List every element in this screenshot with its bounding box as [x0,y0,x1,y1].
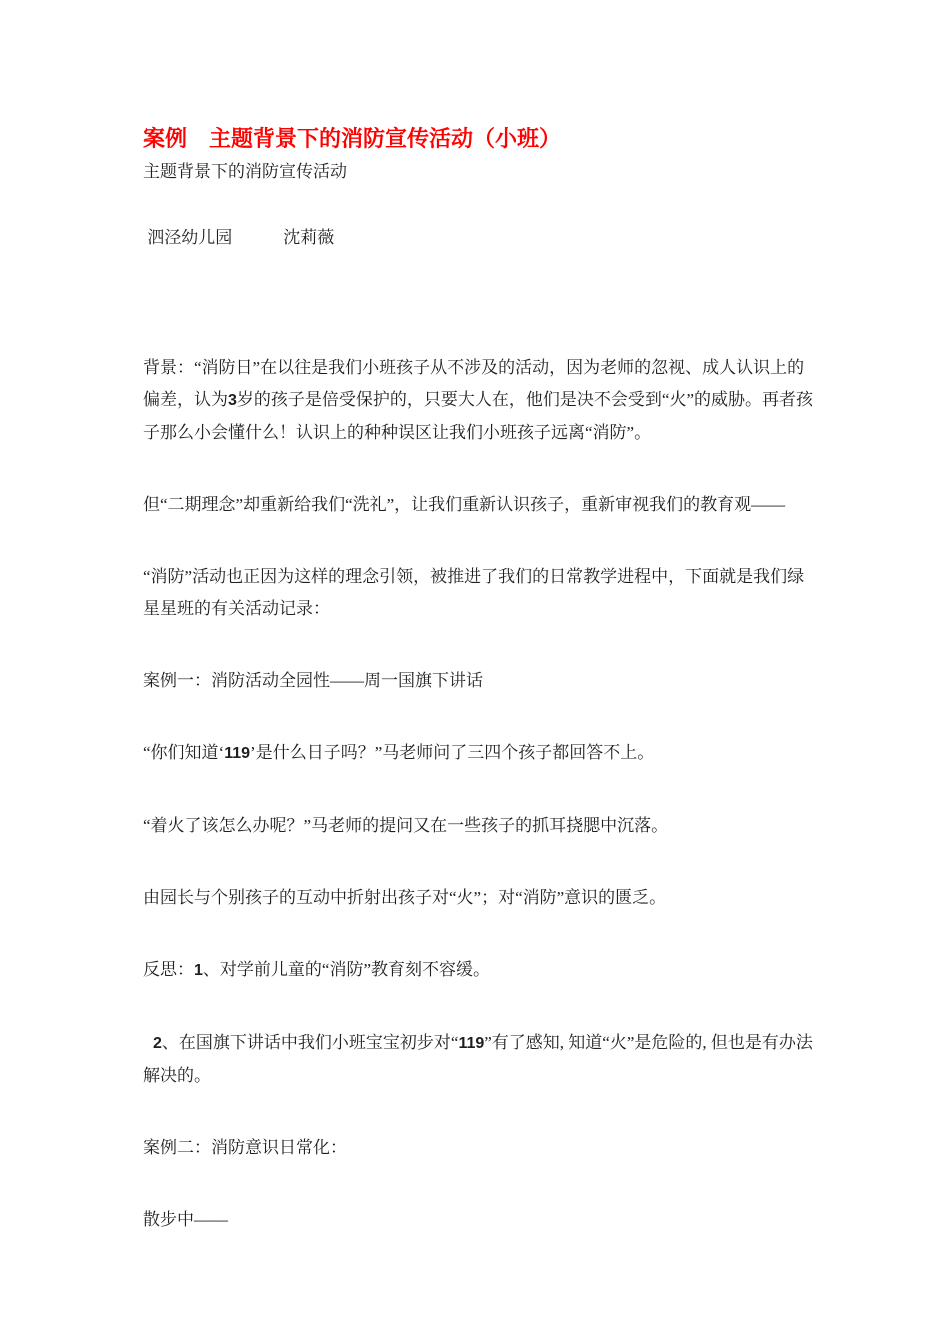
bold-number: 3 [228,392,237,409]
paragraph: 散步中—— [143,1210,228,1229]
paragraph: “着火了该怎么办呢？”马老师的提问又在一些孩子的抓耳挠腮中沉落。 [143,816,669,835]
paragraph: 案例一：消防活动全园性——周一国旗下讲话 [143,671,483,690]
document-title: 案例 主题背景下的消防宣传活动（小班） [143,126,562,151]
paragraph: 由园长与个别孩子的互动中折射出孩子对“火”；对“消防”意识的匮乏。 [143,888,667,907]
paragraph: 但“二期理念”却重新给我们“洗礼”，让我们重新认识孩子，重新审视我们的教育观—— [143,495,786,514]
paragraph: “你们知道‘119’是什么日子吗？”马老师问了三四个孩子都回答不上。 [143,743,655,762]
bold-number: 119 [224,745,251,762]
bold-number: 1 [194,962,203,979]
author-line: 泗泾幼儿园 沈莉薇 [143,228,335,247]
document-body [143,352,815,1236]
paragraph: “消防”活动也正因为这样的理念引领，被推进了我们的日常教学进程中，下面就是我们绿星星班的有关活动记录： [143,567,805,618]
document-subtitle: 主题背景下的消防宣传活动 [143,162,347,181]
bold-number: 119 [458,1035,485,1052]
paragraph: 案例二：消防意识日常化： [143,1138,347,1157]
paragraph: 背景：“消防日”在以往是我们小班孩子从不涉及的活动，因为老师的忽视、成人认识上的偏差，认为3岁的孩子是倍受保护的，只要大人在，他们是决不会受到“火”的威胁。再者孩子那么小会懂什么！认识上的种种误区让我们小班孩子远离“消防”。 [143,358,813,442]
paragraph: 2、在国旗下讲话中我们小班宝宝初步对“119”有了感知, 知道“火”是危险的, 但也是有办法解决的。 [143,1033,813,1085]
paragraph: 反思：1、对学前儿童的“消防”教育刻不容缓。 [143,960,490,979]
bold-number: 2 [153,1035,162,1052]
